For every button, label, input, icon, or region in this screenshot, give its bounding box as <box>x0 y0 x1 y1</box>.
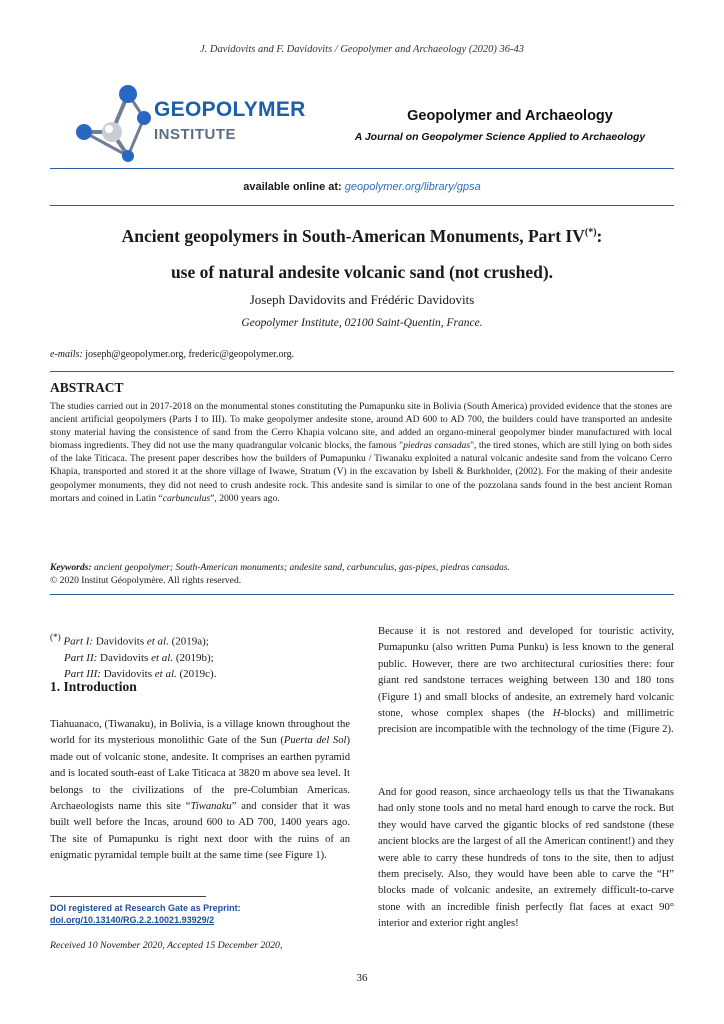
intro-paragraph-2: Because it is not restored and developed for touristic activity, Pumapunku (also written Puma Punku) is less known to the general public. However, there are two architectural curiosities there: four giant red sandstone terraces weighing between 130 and 180 tons (Figure 1) and small blocks of andesite, an extremely hard volcanic stone, whose complex shapes (the H-blocks) and millimetric precision are incompatible with the technology of the time (Figure 2). <box>378 626 674 736</box>
abstract-body: The studies carried out in 2017-2018 on the monumental stones constituting the Pumapunku site in Bolivia (South America) provided evidence that the stones are ancient artificial geopolymers (Parts I to III). To make geopolymer andesite stone, around AD 600 to AD 700, the builders could have transported an andesite stony material having the consistence of sand from the Cerro Khapia volcano site, and added an organo-mineral geopolymer binder manufactured with local biomass ingredients. They did not use the many quadrangular volcanic blocks, the famous "piedras cansadas", the tired stones, which are still lying on both sides of the lake Titicaca. The present paper describes how the builders of Pumapunku / Tiwanaku exploited a natural volcanic andesite sand from the volcano Cerro Khapia, transported and stored it at the shore village of Iwawe, Stratum (V) in the excavation by Isbell & Burkholder, (2002). For the making of their andesite geopolymer monuments, they did not need to crush andesite rock. This andesite sand is similar to one of the pozzolana sands found in the best ancient Roman mortars and coined in Latin “carbunculus”, 2000 years ago. <box>50 401 673 504</box>
keywords-label: Keywords: <box>50 562 92 573</box>
availability-link[interactable]: geopolymer.org/library/gpsa <box>344 181 481 193</box>
abstract-heading: ABSTRACT <box>50 380 124 395</box>
footnote-part1: (*) Part I: Davidovits et al. (2019a); <box>50 632 209 648</box>
footnote-part3: Part III: Davidovits et al. (2019c). <box>64 667 217 680</box>
geopolymer-institute-logo <box>70 82 306 162</box>
affiliation: Geopolymer Institute, 02100 Saint-Quentin, France. <box>241 317 483 329</box>
series-footnote <box>50 629 350 682</box>
emails-value: joseph@geopolymer.org, frederic@geopolymer.org. <box>85 349 295 360</box>
logo-text-geopolymer: GEOPOLYMER <box>154 98 306 121</box>
running-head: J. Davidovits and F. Davidovits / Geopolymer and Archaeology (2020) 36-43 <box>199 44 525 55</box>
journal-subtitle: A Journal on Geopolymer Science Applied to Archaeology <box>354 131 646 143</box>
page-number: 36 <box>356 972 368 984</box>
availability-divider <box>50 205 674 206</box>
title-footnote-mark: (*) <box>584 227 597 239</box>
emails <box>50 349 294 360</box>
keywords <box>50 561 672 574</box>
header-divider <box>50 168 674 169</box>
received-dates: Received 10 November 2020, Accepted 15 December 2020, <box>50 940 283 951</box>
logo-text-institute: INSTITUTE <box>154 126 236 143</box>
doi-block <box>50 902 350 926</box>
body-divider <box>50 594 674 595</box>
availability-line <box>0 181 724 193</box>
copyright: © 2020 Institut Géopolymère. All rights reserved. <box>50 575 242 586</box>
section-heading-introduction: 1. Introduction <box>50 679 137 694</box>
authors: Joseph Davidovits and Frédéric Davidovits <box>249 292 475 307</box>
availability-label: available online at: <box>243 181 342 193</box>
intro-paragraph-3: And for good reason, since archaeology tells us that the Tiwanakans had only stone tools and no metal hard enough to carve the rock. But they would have carved the gigantic blocks of red sandstone (these ancient blocks are the largest of all the American continent!) and they were able to carry these hundreds of tons to the site, then to adjust them precisely. Also, they would have been able to carve the “H” blocks made of volcanic andesite, an extremely difficult-to-carve stone with an incredible finish perfectly flat faces at exact 90° interior and exterior right angles! <box>378 787 674 930</box>
emails-label: e-mails: <box>50 349 83 360</box>
article-title-line2: use of natural andesite volcanic sand (not crushed). <box>170 262 554 282</box>
keywords-value: ancient geopolymer; South-American monuments; andesite sand, carbunculus, gas-pipes, piedras cansadas. <box>93 562 510 573</box>
doi-divider <box>50 896 206 897</box>
doi-link[interactable]: doi.org/10.13140/RG.2.2.10021.93929/2 <box>50 915 215 925</box>
molecule-logo-icon <box>70 82 154 162</box>
article-title-line1: Ancient geopolymers in South-American Monuments, Part IV(*): <box>121 226 603 246</box>
doi-label: DOI registered at Research Gate as Preprint: <box>50 903 241 913</box>
footnote-part2: Part II: Davidovits et al. (2019b); <box>64 651 214 664</box>
intro-paragraph-1: Tiahuanaco, (Tiwanaku), in Bolivia, is a village known throughout the world for its mysterious monolithic Gate of the Sun (Puerta del Sol) made out of volcanic stone, andesite. It comprises an earthen pyramid and is located south-east of Lake Titicaca at 3820 m above sea level. It belongs to the civilizations of the pre-Columbian Americas. Archaeologists name this site “Tiwanaku” and consider that it was built well before the Incas, around 600 to AD 700, 1400 years ago. The site of Pumapunku is right next door with the ruins of an enigmatic pyramidal temple built at the same time (see Figure 1). <box>50 719 351 862</box>
journal-title: Geopolymer and Archaeology <box>407 108 613 124</box>
abstract-divider <box>50 371 674 372</box>
